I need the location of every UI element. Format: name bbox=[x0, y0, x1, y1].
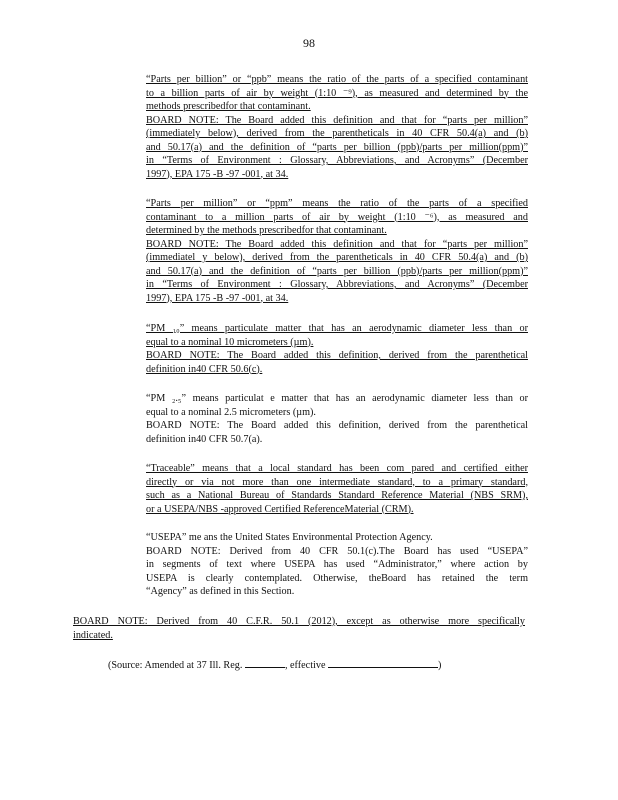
definition-traceable bbox=[146, 462, 528, 516]
text-line: (immediately below), derived from the parentheticals in 40 CFR 50.4(a) and (b) bbox=[146, 128, 528, 139]
text-line: “USEPA” me ans the United States Environmental Protection Agency. bbox=[146, 532, 433, 543]
text-line: “PM ₁₀” means particulate matter that has an aerodynamic diameter less than or bbox=[146, 323, 528, 334]
text-line: (immediatel y below), derived from the parentheticals in 40 CFR 50.4(a) and (b) bbox=[146, 252, 528, 263]
text-line: “Parts per million” or “ppm” means the ratio of the parts of a specified bbox=[146, 198, 528, 209]
text-line: in “Terms of Environment : Glossary, Abbreviations, and Acronyms” (December bbox=[146, 279, 528, 290]
text-line: equal to a nominal 10 micrometers (µm). bbox=[146, 336, 314, 348]
text-line: BOARD NOTE: Derived from 40 C.F.R. 50.1 (2012), except as otherwise more specifically bbox=[73, 616, 525, 627]
text-line: “Traceable” means that a local standard has been com pared and certified either bbox=[146, 463, 528, 474]
definition-parts-per-million bbox=[146, 197, 528, 305]
board-note-line: BOARD NOTE: The Board added this definition, derived from the parenthetical bbox=[146, 420, 528, 431]
text-line: in segments of text where USEPA has used “Administrator,” where action by bbox=[146, 559, 528, 570]
definition-pm25 bbox=[146, 392, 528, 446]
text-line: 1997), EPA 175 -B -97 -001, at 34. bbox=[146, 168, 289, 180]
source-middle: , effective bbox=[284, 660, 326, 671]
text-line: indicated. bbox=[73, 629, 113, 641]
board-note-line: BOARD NOTE: The Board added this definition, derived from the parenthetical bbox=[146, 350, 528, 361]
definition-usepa bbox=[146, 531, 528, 599]
text-line: “PM ₂.₅” means particulat e matter that has an aerodynamic diameter less than or bbox=[146, 393, 528, 404]
text-line: 1997), EPA 175 -B -97 -001, at 34. bbox=[146, 292, 289, 304]
text-line: definition in40 CFR 50.7(a). bbox=[146, 433, 263, 445]
definition-parts-per-billion bbox=[146, 73, 528, 181]
source-suffix: ) bbox=[438, 660, 442, 671]
text-line: equal to a nominal 2.5 micrometers (µm). bbox=[146, 406, 316, 418]
text-line: “Agency” as defined in this Section. bbox=[146, 586, 295, 597]
source-prefix: (Source: Amended at 37 Ill. Reg. bbox=[108, 660, 243, 671]
text-line: determined by the methods prescribedfor that contaminant. bbox=[146, 225, 387, 236]
board-note-line: BOARD NOTE: Derived from 40 CFR 50.1(c).The Board has used “USEPA” bbox=[146, 545, 528, 557]
board-note-line: BOARD NOTE: The Board added this definition and that for “parts per million” bbox=[146, 238, 528, 250]
text-line: directly or via not more than one intermediate standard, to a primary standard, bbox=[146, 476, 528, 488]
text-line: such as a National Bureau of Standards Standard Reference Material (NBS SRM), bbox=[146, 490, 528, 501]
text-line: in “Terms of Environment : Glossary, Abbreviations, and Acronyms” (December bbox=[146, 155, 528, 166]
text-line: and 50.17(a) and the definition of “parts per billion (ppb)/parts per million(ppm)” bbox=[146, 265, 528, 277]
register-blank bbox=[245, 657, 285, 668]
definition-pm10 bbox=[146, 322, 528, 376]
board-note-line: BOARD NOTE: The Board added this definition and that for “parts per million” bbox=[146, 114, 528, 126]
effective-date-blank bbox=[328, 657, 438, 668]
text-line: USEPA is clearly contemplated. Otherwise, theBoard has retained the term bbox=[146, 572, 528, 584]
text-line: definition in40 CFR 50.6(c). bbox=[146, 363, 263, 375]
page-number: 98 bbox=[303, 36, 315, 50]
text-line: and 50.17(a) and the definition of “parts per billion (ppb)/parts per million(ppm)” bbox=[146, 141, 528, 153]
text-line: to a billion parts of air by weight (1:10 ⁻⁹), as measured and determined by the bbox=[146, 87, 528, 99]
text-line: contaminant to a million parts of air by weight (1:10 ⁻⁶), as measured and bbox=[146, 211, 528, 223]
text-line: “Parts per billion” or “ppb” means the ratio of the parts of a specified contaminant bbox=[146, 74, 528, 85]
text-line: or a USEPA/NBS -approved Certified ReferenceMaterial (CRM). bbox=[146, 503, 414, 515]
source-line bbox=[108, 657, 441, 671]
section-board-note bbox=[73, 615, 525, 642]
text-line: methods prescribedfor that contaminant. bbox=[146, 101, 311, 112]
